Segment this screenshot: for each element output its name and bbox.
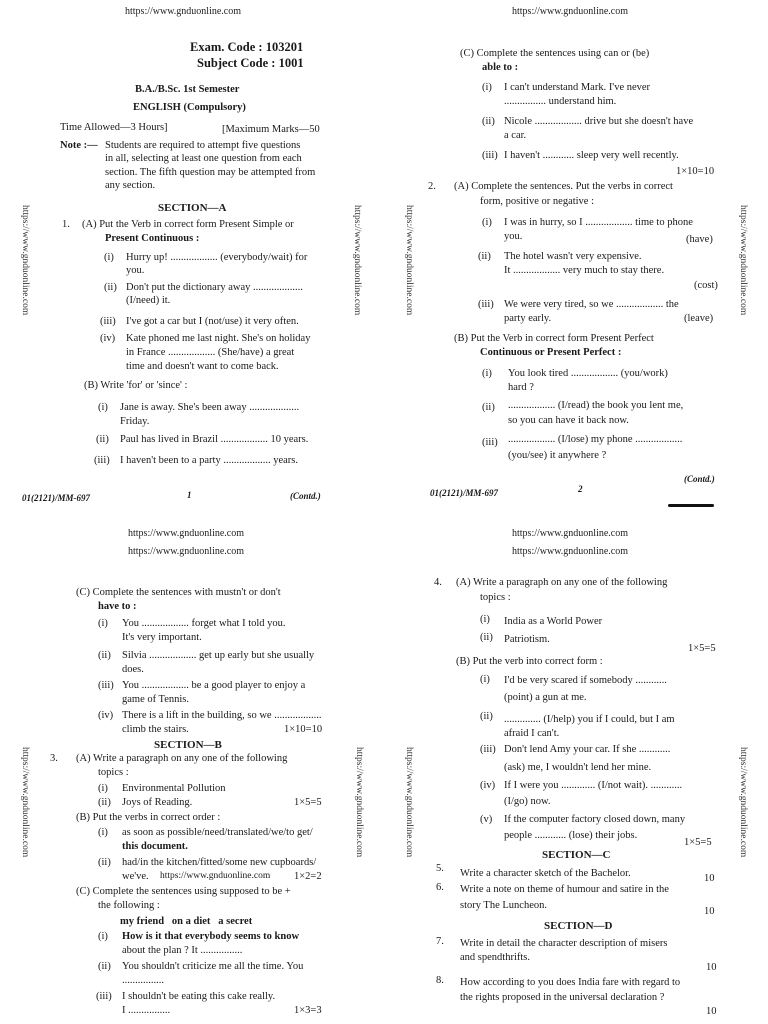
item-text: You .................. be a good player to enjoy a: [122, 680, 306, 691]
question-text: story The Luncheon.: [460, 900, 547, 911]
item-text: It .................. very much to stay there.: [504, 265, 665, 276]
question-text: the rights proposed in the universal declaration ?: [460, 992, 665, 1003]
item-number: (i): [98, 402, 108, 413]
item-text: I was in hurry, so I .................. time to phone: [504, 217, 693, 228]
marks: 1×5=5: [684, 837, 712, 848]
inline-url[interactable]: https://www.gnduonline.com: [160, 871, 271, 881]
item-text: climb the stairs.: [122, 724, 189, 735]
side-url: https://www.gnduonline.com: [404, 205, 414, 316]
item-text: party early.: [504, 313, 552, 324]
contd-label: (Contd.): [684, 474, 715, 484]
item-text: game of Tennis.: [122, 694, 190, 705]
item-number: (i): [482, 217, 492, 228]
word-options: my friend on a diet a secret: [120, 916, 253, 927]
marks: 10: [704, 873, 715, 884]
question-number: 3.: [50, 753, 58, 764]
item-text: Jane is away. She's been away ...................: [120, 402, 300, 413]
question-text: (A) Write a paragraph on any one of the following: [76, 753, 288, 764]
item-number: (iii): [478, 299, 494, 310]
section-heading: SECTION—B: [154, 739, 222, 751]
item-text: .................. (I/read) the book you lent me,: [508, 400, 684, 411]
item-number: (i): [104, 252, 114, 263]
page-url[interactable]: https://www.gnduonline.com: [125, 6, 242, 17]
item-number: (iv): [100, 333, 116, 344]
item-number: (i): [98, 783, 108, 794]
marks: 1×5=5: [688, 643, 716, 654]
item-text: .............. (I/help) you if I could, but I am: [504, 714, 675, 725]
item-text: in France .................. (She/have) a great: [126, 347, 295, 358]
exam-page-3: [0, 512, 384, 1024]
item-number: (ii): [104, 282, 117, 293]
item-number: (i): [98, 618, 108, 629]
item-text: If I were you ............. (I/not wait). ............: [504, 780, 683, 791]
item-text: Joys of Reading.: [122, 797, 193, 808]
item-text: Don't put the dictionary away ...................: [126, 282, 303, 293]
item-number: (i): [482, 82, 492, 93]
item-text: (I/need) it.: [126, 295, 171, 306]
item-text: Friday.: [120, 416, 150, 427]
item-number: (iii): [94, 455, 110, 466]
item-text: Don't lend Amy your car. If she ............: [504, 744, 671, 755]
item-text: Hurry up! .................. (everybody/wait) for: [126, 252, 308, 263]
page-url[interactable]: https://www.gnduonline.com: [512, 546, 629, 557]
footer-code: 01(2121)/MM-697: [430, 488, 498, 498]
item-number: (iii): [482, 150, 498, 161]
item-text: You .................. forget what I told you.: [122, 618, 286, 629]
item-text: India as a World Power: [504, 616, 603, 627]
section-heading: SECTION—D: [544, 920, 613, 932]
item-text: so you can have it back now.: [508, 415, 629, 426]
item-text: .................. (I/lose) my phone ..................: [508, 434, 683, 445]
item-number: (iii): [96, 991, 112, 1002]
item-number: (v): [480, 814, 493, 825]
item-text: You shouldn't criticize me all the time. You: [122, 961, 304, 972]
item-number: (i): [98, 827, 108, 838]
page-number: 2: [578, 484, 583, 494]
item-text: does.: [122, 664, 144, 675]
item-text: I haven't ............ sleep very well recently.: [504, 150, 679, 161]
note-line: in all, selecting at least one question from each: [105, 153, 302, 164]
page-url[interactable]: https://www.gnduonline.com: [128, 546, 245, 557]
item-number: (ii): [480, 711, 493, 722]
item-text: It's very important.: [122, 632, 202, 643]
question-text: and spendthrifts.: [460, 952, 530, 963]
side-url: https://www.gnduonline.com: [352, 205, 362, 316]
item-text: a car.: [504, 130, 527, 141]
note-label: Note :—: [60, 140, 98, 151]
side-url: https://www.gnduonline.com: [20, 205, 30, 316]
item-number: (iv): [98, 710, 114, 721]
item-text: ................ understand him.: [504, 96, 617, 107]
subject-code: Subject Code : 1001: [197, 56, 304, 70]
marks: 1×3=3: [294, 1005, 322, 1016]
item-text: The hotel wasn't very expensive.: [504, 251, 642, 262]
question-number: 4.: [434, 577, 442, 588]
page-url[interactable]: https://www.gnduonline.com: [512, 6, 629, 17]
item-text: this document.: [122, 841, 188, 852]
item-number: (ii): [96, 434, 109, 445]
item-text: You look tired .................. (you/work): [508, 368, 668, 379]
item-number: (ii): [98, 650, 111, 661]
item-text: I've got a car but I (not/use) it very often.: [126, 316, 299, 327]
item-number: (iii): [480, 744, 496, 755]
question-text: How according to you does India fare with regard to: [460, 977, 681, 988]
marks: 1×10=10: [284, 724, 323, 735]
note-line: section. The fifth question may be attempted from: [105, 167, 316, 178]
item-number: (ii): [482, 402, 495, 413]
exam-code: Exam. Code : 103201: [190, 40, 304, 54]
item-text: you.: [504, 231, 523, 242]
contd-label: (Contd.): [290, 491, 321, 501]
item-text: Kate phoned me last night. She's on holiday: [126, 333, 311, 344]
item-number: (ii): [98, 797, 111, 808]
item-text: Nicole .................. drive but she doesn't have: [504, 116, 694, 127]
marks: 10: [704, 906, 715, 917]
item-number: (i): [480, 614, 490, 625]
item-text: I can't understand Mark. I've never: [504, 82, 651, 93]
item-text: about the plan ? It ................: [122, 945, 243, 956]
note-line: any section.: [105, 180, 156, 191]
exam-page-1: [0, 0, 384, 512]
scan-smear: [668, 504, 714, 507]
question-text: (C) Complete the sentences using supposed to be +: [76, 886, 291, 897]
side-url: https://www.gnduonline.com: [404, 747, 414, 858]
side-url: https://www.gnduonline.com: [354, 747, 364, 858]
item-text: I shouldn't be eating this cake really.: [122, 991, 276, 1002]
item-number: (ii): [98, 857, 111, 868]
question-text: able to :: [482, 62, 519, 73]
item-text: you.: [126, 265, 145, 276]
question-text: Continuous or Present Perfect :: [480, 347, 622, 358]
side-url: https://www.gnduonline.com: [20, 747, 30, 858]
question-text: (B) Put the Verb in correct form Present Perfect: [454, 333, 654, 344]
item-text: (point) a gun at me.: [504, 692, 587, 703]
verb-hint: (have): [686, 234, 713, 245]
course-title: B.A./B.Sc. 1st Semester: [135, 84, 240, 95]
note-line: Students are required to attempt five questions: [105, 140, 301, 151]
question-number: 1.: [62, 219, 70, 230]
item-number: (iii): [482, 437, 498, 448]
item-text: How is it that everybody seems to know: [122, 931, 300, 942]
verb-hint: (leave): [684, 313, 714, 324]
item-text: ................: [122, 975, 164, 986]
side-url: https://www.gnduonline.com: [738, 205, 748, 316]
verb-hint: (cost): [694, 280, 718, 291]
item-number: (iv): [480, 780, 496, 791]
item-number: (ii): [480, 632, 493, 643]
item-text: Paul has lived in Brazil .................. 10 years.: [120, 434, 309, 445]
question-text: topics :: [98, 767, 129, 778]
item-text: as soon as possible/need/translated/we/to get/: [122, 827, 313, 838]
item-text: people ............ (lose) their jobs.: [504, 830, 638, 841]
item-number: (i): [98, 931, 108, 942]
question-text: Write a character sketch of the Bachelor.: [460, 868, 631, 879]
question-number: 7.: [436, 936, 444, 947]
question-text: Write in detail the character description of misers: [460, 938, 668, 949]
marks: 10: [706, 962, 717, 973]
question-text: Write a note on theme of humour and satire in the: [460, 884, 669, 895]
question-text: have to :: [98, 601, 137, 612]
question-text: (A) Write a paragraph on any one of the following: [456, 577, 668, 588]
marks: 1×5=5: [294, 797, 322, 808]
item-number: (iii): [98, 680, 114, 691]
exam-page-2: [384, 0, 768, 512]
marks: 1×2=2: [294, 871, 322, 882]
item-text: Silvia .................. get up early but she usually: [122, 650, 315, 661]
paper-title: ENGLISH (Compulsory): [133, 102, 246, 113]
time-allowed: Time Allowed—3 Hours]: [60, 122, 168, 133]
question-number: 5.: [436, 863, 444, 874]
side-url: https://www.gnduonline.com: [738, 747, 748, 858]
footer-code: 01(2121)/MM-697: [22, 493, 90, 503]
question-number: 2.: [428, 181, 436, 192]
question-text: (B) Write 'for' or 'since' :: [84, 380, 188, 391]
item-text: (ask) me, I wouldn't lend her mine.: [504, 762, 652, 773]
item-text: afraid I can't.: [504, 728, 560, 739]
item-text: We were very tired, so we .................. the: [504, 299, 679, 310]
item-number: (iii): [100, 316, 116, 327]
item-text: I'd be very scared if somebody ............: [504, 675, 667, 686]
item-text: I ................: [122, 1005, 171, 1016]
question-text: (C) Complete the sentences with mustn't or don't: [76, 587, 281, 598]
question-text: Present Continuous :: [105, 233, 200, 244]
marks: 10: [706, 1006, 717, 1017]
item-number: (ii): [478, 251, 491, 262]
section-heading: SECTION—A: [158, 202, 227, 214]
item-text: If the computer factory closed down, many: [504, 814, 686, 825]
item-text: time and doesn't want to come back.: [126, 361, 279, 372]
question-text: the following :: [98, 900, 160, 911]
page-number: 1: [187, 490, 192, 500]
item-text: hard ?: [508, 382, 534, 393]
question-text: (A) Complete the sentences. Put the verbs in correct: [454, 181, 673, 192]
exam-page-4: [384, 512, 768, 1024]
page-url[interactable]: https://www.gnduonline.com: [512, 528, 629, 539]
item-number: (i): [480, 674, 490, 685]
item-number: (i): [482, 368, 492, 379]
question-number: 6.: [436, 882, 444, 893]
item-text: (I/go) now.: [504, 796, 551, 807]
question-number: 8.: [436, 975, 444, 986]
item-text: I haven't been to a party .................. years.: [120, 455, 299, 466]
item-text: we've.: [122, 871, 149, 882]
item-text: Patriotism.: [504, 634, 550, 645]
page-url[interactable]: https://www.gnduonline.com: [128, 528, 245, 539]
question-text: (C) Complete the sentences using can or (be): [460, 48, 650, 59]
item-number: (ii): [98, 961, 111, 972]
question-text: (B) Put the verbs in correct order :: [76, 812, 221, 823]
section-heading: SECTION—C: [542, 849, 611, 861]
question-text: form, positive or negative :: [480, 196, 595, 207]
item-text: (you/see) it anywhere ?: [508, 450, 607, 461]
item-text: Environmental Pollution: [122, 783, 226, 794]
question-text: topics :: [480, 592, 511, 603]
item-text: had/in the kitchen/fitted/some new cupboards/: [122, 857, 317, 868]
question-text: (A) Put the Verb in correct form Present Simple or: [82, 219, 294, 230]
maximum-marks: [Maximum Marks—50: [222, 124, 320, 135]
marks: 1×10=10: [676, 166, 715, 177]
question-text: (B) Put the verb into correct form :: [456, 656, 603, 667]
item-number: (ii): [482, 116, 495, 127]
item-text: There is a lift in the building, so we ..................: [122, 710, 322, 721]
